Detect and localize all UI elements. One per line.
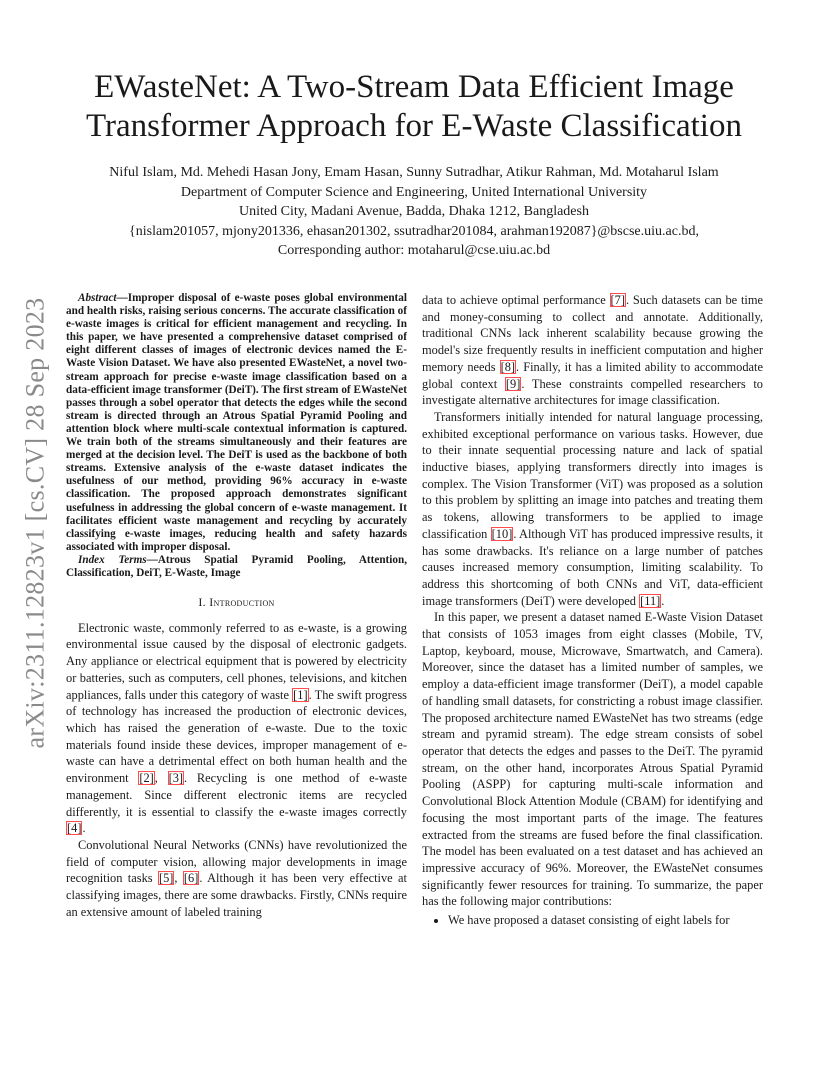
citation-link-11[interactable]: [11] [640,593,661,608]
citation-link-9[interactable]: [9] [505,376,521,391]
intro-paragraph-5: In this paper, we present a dataset named E-Waste Vision Dataset that consists of 1053 images from eight classes (Mobile, TV, Laptop, keyboard, mouse, Microwave, Smartwatch, and Camera). Moreover, since the dataset has a limited number of samples, we employ a data-efficient image transformer (DeiT), a model capable of handling small datasets, for constricting a robust image classifier. The proposed architecture named EWasteNet has two streams (edge stream and pyramid stream). The edge stream consists of sobel operator that detects the edges and passes to the DeiT. The pyramid stream, on the other hand, incorporates Atrous Spatial Pyramid Pooling (ASPP) for capturing multi-scale information and Convolutional Block Attention Module (CBAM) for identifying and focusing the most important parts of the image. The features extracted from the streams are fused before the final classification. The model has been evaluated on a test dataset and has achieved an impressive accuracy of 96%. Moreover, the EWasteNet consumes significantly fewer resources for training. To summarize, the paper has the following major contributions: [422,610,763,909]
index-terms [66,554,407,580]
author-names: Niful Islam, Md. Mehedi Hasan Jony, Emam Hasan, Sunny Sutradhar, Atikur Rahman, Md. Motaharul Islam [109,165,719,180]
paper-title-line-2: Transformer Approach for E-Waste Classification [86,108,742,144]
paragraph-text: . Although ViT has produced impressive results, it has some drawbacks. It's reliance on a large number of patches causes increased memory consumption, limiting scalability. To address this shortcoming of both CNNs and ViT, data-efficient image transformers (DeiT) were developed [422,526,763,608]
list-item: • We have proposed a dataset consisting of eight labels for [448,912,763,929]
citation-link-6[interactable]: [6] [183,871,199,886]
intro-paragraph-3 [422,292,763,409]
contributions-list [422,912,763,929]
citation-link-3[interactable]: [3] [168,771,184,786]
right-column [422,292,763,929]
paragraph-text: . [82,821,86,836]
section-title: Introduction [209,595,275,610]
abstract-label: Abstract [78,292,117,304]
index-terms-label: Index Terms [78,553,147,566]
citation-link-2[interactable]: [2] [139,771,154,786]
citation-link-1[interactable]: [1] [293,687,308,702]
paragraph-text: . Finally, it has a limited ability to accommodate global context [422,359,763,391]
index-terms-text: —Atrous Spatial Pyramid Pooling, Attention, Classification, DeiT, E-Waste, Image [66,553,407,579]
intro-paragraph-4 [422,409,763,609]
citation-link-5[interactable]: [5] [158,871,174,886]
citation-link-4[interactable]: [4] [67,821,82,836]
author-department: Department of Computer Science and Engineering, United International University [180,184,648,200]
paragraph-text: Convolutional Neural Networks (CNNs) have revolutionized the field of computer vision, allowing major developments in image recognition tasks [66,837,407,886]
author-address: United City, Madani Avenue, Badda, Dhaka 1212, Bangladesh [239,204,589,219]
citation-separator: , [174,871,183,886]
section-heading-introduction [66,594,407,611]
arxiv-identifier [20,288,50,758]
paragraph-text: Electronic waste, commonly referred to as e-waste, is a growing environmental issue caused by the disposal of electronic gadgets. Any appliance or electrical equipment that is powered by electricity or batteries, such as computers, cell phones, televisions, and kitchen appliances, falls under this category of waste [66,620,407,702]
paragraph-text: . The swift progress of technology has increased the production of electronic devices, which has raised the generation of e-waste. Due to the toxic materials found inside these devices, improper management of e-waste can have a detrimental effect on both human health and the environment [66,687,407,786]
paragraph-text: . These constraints compelled researchers to investigate alternative architectures for image classification. [422,376,763,408]
corresponding-author: Corresponding author: motaharul@cse.uiu.ac.bd [277,243,551,258]
citation-link-10[interactable]: [10] [491,526,513,541]
intro-paragraph-2 [66,837,407,921]
paragraph-text: data to achieve optimal performance [422,293,610,307]
author-block [60,163,768,261]
left-column [66,292,407,920]
citation-link-8[interactable]: [8] [500,359,516,374]
arxiv-identifier-text: arXiv:2311.12823v1 [cs.CV] 28 Sep 2023 [20,297,50,749]
paragraph-text: Transformers initially intended for natural language processing, exhibited exceptional performance on various tasks. However, due to their innate sequential processing nature and lack of spatial inductive biases, applying transformers directly into images is complex. The Vision Transformer (ViT) was proposed as a solution to this problem by splitting an image into patches and treating them as tokens, allowing transformers to be applied to image classification [422,409,763,541]
intro-paragraph-1 [66,620,407,837]
paragraph-text: . [661,593,665,608]
paper-title-line-1: EWasteNet: A Two-Stream Data Efficient Image [94,69,734,105]
paper-title [60,68,768,146]
section-number: I. [198,595,210,610]
abstract [66,292,407,554]
citation-separator: , [154,771,168,786]
citation-link-7[interactable]: [7] [610,293,625,307]
paragraph-text: . Recycling is one method of e-waste management. Since different electronic items are recycled differently, it is essential to classify the e-waste images correctly [66,771,407,819]
paragraph-text: . Such datasets can be time and money-consuming to collect and annotate. Additionally, traditional CNNs lack inherent scalability because growing the model's size frequently results in inefficient computation and higher memory needs [422,293,763,374]
abstract-text: —Improper disposal of e-waste poses global environmental and health risks, raising serious concerns. The accurate classification of e-waste images is critical for efficient management and recycling. In this paper, we have presented a comprehensive dataset comprised of eight different classes of images of electronic devices named the E-Waste Vision Dataset. We have also presented EWasteNet, a novel two-stream approach for precise e-waste image classification based on a data-efficient image transformer (DeiT). The first stream of EWasteNet passes through a sobel operator that detects the edges while the second stream is directed through an Atrous Spatial Pyramid Pooling and attention block where multi-scale contextual information is captured. We train both of the streams simultaneously and their features are merged at the decision level. The DeiT is used as the backbone of both streams. Extensive analysis of the e-waste dataset indicates the usefulness of our method, providing 96% accuracy in e-waste classification. The proposed approach demonstrates significant usefulness in addressing the global concern of e-waste management. It facilitates efficient waste management and recycling by accurately classifying e-waste images, reducing health and safety hazards associated with improper disposal. [66,292,407,553]
paragraph-text: . Although it has been very effective at classifying images, there are some drawbacks. Firstly, CNNs require an extensive amount of labeled training [66,871,407,919]
author-emails: {nislam201057, mjony201336, ehasan201302, ssutradhar201084, arahman192087}@bscse.uiu.ac.bd, [129,223,699,239]
